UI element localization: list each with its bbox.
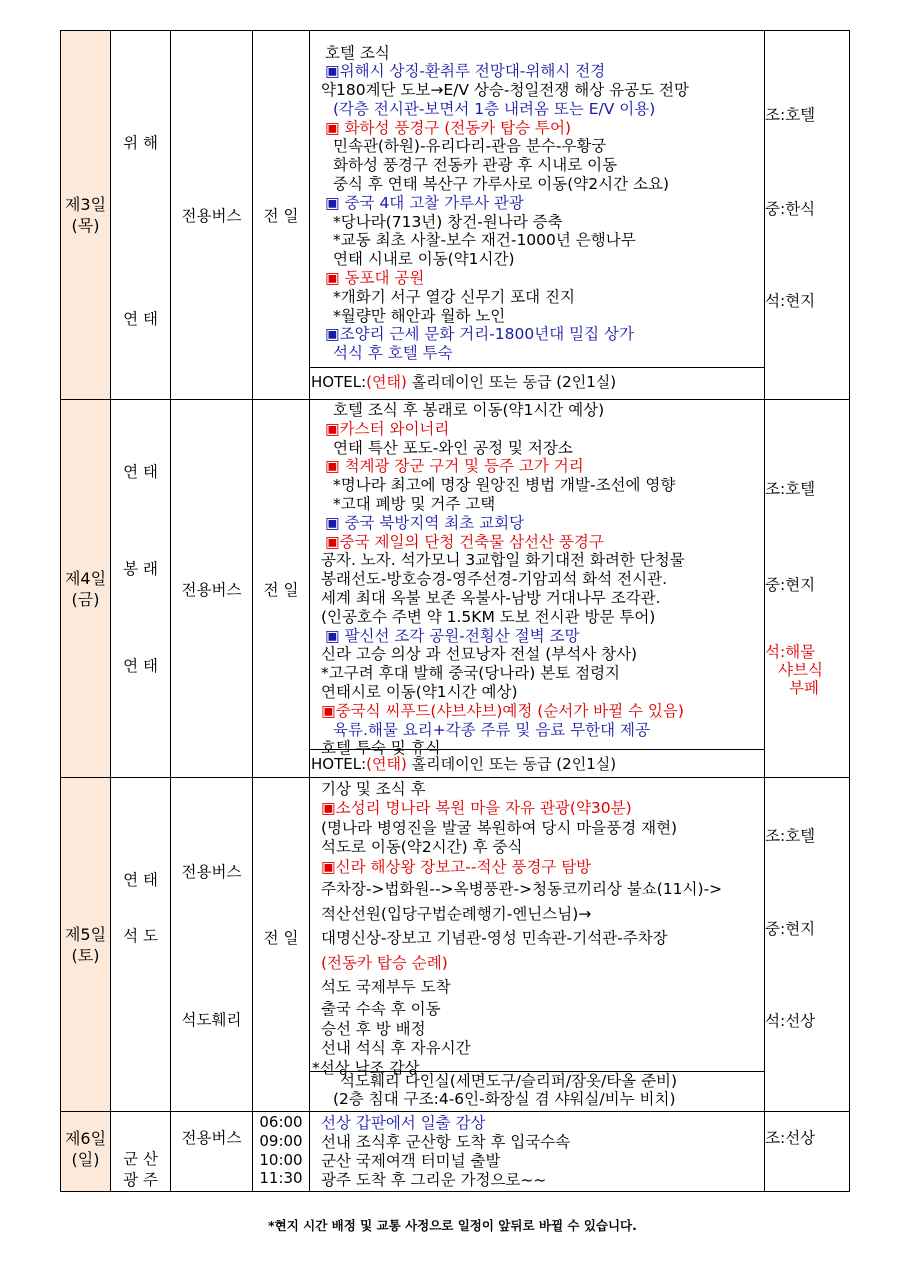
meal-item: 조:호텔	[765, 827, 816, 845]
time-cell	[253, 1112, 310, 1192]
schedule-line: 광주 도착 후 그리운 가정으로~~	[321, 1170, 547, 1189]
transport-label: 전용버스	[181, 580, 242, 599]
schedule-line: ▣ 중국 북방지역 최초 교회당	[325, 513, 525, 532]
schedule-line: ▣중국 제일의 단청 건축물 삼선산 풍경구	[325, 532, 604, 551]
day-cell	[61, 1112, 111, 1192]
schedule-line: 선내 석식 후 자유시간	[321, 1039, 471, 1058]
schedule-line: ▣신라 해상왕 장보고--적산 풍경구 탐방	[321, 857, 592, 876]
ferry-line: (2층 침대 구조:4-6인-화장실 겸 샤워실/비누 비치)	[333, 1090, 676, 1109]
schedule-line: 육류.해물 요리+각종 주류 및 음료 무한대 제공	[333, 720, 650, 739]
day-cell	[61, 400, 111, 778]
meal-item: 중:현지	[765, 575, 816, 594]
schedule-cell	[310, 31, 765, 400]
schedule-lines	[310, 400, 764, 758]
schedule-line: ▣카스터 와이너리	[325, 419, 450, 438]
city-cell	[111, 1112, 171, 1192]
time-cell	[253, 400, 310, 778]
meal-item: 조:호텔	[765, 479, 816, 498]
city-name: 광 주	[123, 1171, 158, 1189]
city-name: 위 해	[123, 134, 158, 152]
schedule-line: 연태 시내로 이동(약1시간)	[333, 250, 515, 269]
meal-item: 조:선상	[765, 1129, 816, 1147]
day-cell	[61, 778, 111, 1112]
time-slot: 09:00	[259, 1131, 303, 1150]
schedule-line: *개화기 서구 열강 신무기 포대 진지	[333, 287, 576, 306]
schedule-lines	[310, 36, 764, 367]
city-name: 연 태	[123, 310, 158, 328]
time-cell	[253, 778, 310, 1112]
schedule-line: *명나라 최고에 명장 원앙진 병법 개발-조선에 영향	[333, 476, 676, 495]
time-slot: 06:00	[259, 1113, 303, 1131]
schedule-line: 군산 국제여객 터미널 출발	[321, 1152, 501, 1170]
city-name: 연 태	[123, 871, 158, 889]
city-cell	[111, 778, 171, 1112]
meal-cell	[765, 1112, 850, 1192]
meal-item: 석:선상	[765, 1012, 816, 1030]
day-number: 제5일	[64, 924, 107, 944]
itinerary-table	[60, 30, 850, 1192]
schedule-line: 봉래선도-방호승경-영주선경-기암괴석 화석 전시관.	[321, 570, 667, 589]
schedule-line: 대명신상-장보고 기념관-영성 민속관-기석관-주차장	[321, 929, 668, 948]
schedule-line: 신라 고승 의상 과 선묘낭자 전설 (부석사 창사)	[321, 645, 638, 664]
schedule-line: 연태시로 이동(약1시간 예상)	[321, 682, 518, 701]
schedule-line: *고구려 후대 발해 중국(당나라) 본토 점령지	[321, 664, 621, 683]
city-name: 연 태	[123, 462, 158, 481]
schedule-line: 호텔 조식	[325, 43, 390, 62]
city-cell	[111, 400, 171, 778]
schedule-line: ▣ 척계광 장군 구거 및 등주 고가 거리	[325, 457, 584, 476]
meal-cell	[765, 31, 850, 400]
schedule-line: *월량만 해안과 월하 노인	[333, 306, 506, 325]
day-weekday: (일)	[71, 1150, 100, 1169]
transport-label: 전용버스	[181, 207, 242, 225]
schedule-line: *선상 낙조 감상	[312, 1058, 420, 1077]
schedule-line: 석도로 이동(약2시간) 후 중식	[321, 838, 523, 857]
day-number: 제6일	[64, 1129, 107, 1148]
meal-cell	[765, 778, 850, 1112]
schedule-line: ▣ 화하성 풍경구 (전동카 탑승 투어)	[325, 118, 572, 137]
day-cell	[61, 31, 111, 400]
transport-label: 전용버스	[181, 1129, 242, 1147]
schedule-line: *고대 폐방 및 거주 고택	[333, 494, 496, 513]
day-row	[61, 400, 850, 778]
schedule-line: ▣소성리 명나라 복원 마을 자유 관광(약30분)	[321, 799, 632, 818]
schedule-line: 호텔 조식 후 봉래로 이동(약1시간 예상)	[333, 401, 605, 419]
schedule-line: 주차장->법화원-->옥병풍관->청동코끼리상 불쇼(11시)->	[321, 880, 723, 899]
transport-cell	[171, 778, 253, 1112]
day-weekday: (금)	[71, 589, 100, 609]
meal-item: 샤브식	[778, 660, 823, 679]
schedule-line: (명나라 병영진을 발굴 복원하여 당시 마을풍경 재현)	[321, 818, 678, 837]
schedule-line: *당나라(713년) 창건-원나라 증축	[333, 212, 563, 231]
city-name: 봉 래	[123, 559, 158, 578]
ferry-label: 석도훼리	[181, 1011, 242, 1029]
city-name: 석 도	[123, 927, 158, 945]
schedule-line: 연태 특산 포도-와인 공정 및 저장소	[333, 438, 573, 457]
schedule-line: 공자. 노자. 석가모니 3교합일 화기대전 화려한 단청물	[321, 551, 685, 570]
schedule-line: 화하성 풍경구 전동카 관광 후 시내로 이동	[333, 156, 618, 175]
schedule-line: ▣중국식 씨푸드(샤브샤브)예정 (순서가 바뀔 수 있음)	[321, 701, 684, 720]
day-weekday: (목)	[71, 216, 100, 235]
schedule-line: 중식 후 연태 복산구 가루사로 이동(약2시간 소요)	[333, 175, 670, 194]
transport-cell	[171, 1112, 253, 1192]
schedule-line: ▣ 중국 4대 고찰 가루사 관광	[325, 193, 524, 212]
meal-item: 부페	[789, 678, 819, 697]
schedule-line: ▣ 동포대 공원	[325, 269, 425, 288]
time-label: 전 일	[263, 207, 299, 225]
hotel-city: (연태)	[366, 755, 407, 773]
meal-item: 조:호텔	[765, 106, 816, 124]
day-row	[61, 1112, 850, 1192]
schedule-line: 승선 후 방 배정	[321, 1019, 426, 1038]
transport-label: 전용버스	[181, 863, 242, 881]
meal-cell	[765, 400, 850, 778]
schedule-lines	[310, 1113, 764, 1189]
schedule-line: *교동 최초 사찰-보수 재건-1000년 은행나무	[333, 231, 636, 250]
footnote: *현지 시간 배정 및 교통 사정으로 일정이 앞뒤로 바뀔 수 있습니다.	[268, 1218, 637, 1233]
hotel-label: HOTEL:	[311, 372, 367, 391]
time-label: 전 일	[263, 580, 299, 599]
hotel-name: 홀리데이인 또는 동급 (2인1실)	[406, 372, 617, 391]
schedule-line: ▣ 팔신선 조각 공원-전횡산 절벽 조망	[325, 626, 580, 645]
hotel-label: HOTEL:	[311, 755, 367, 773]
schedule-lines	[310, 779, 764, 1077]
schedule-line: 출국 수속 후 이동	[321, 999, 441, 1018]
time-slot: 11:30	[259, 1169, 303, 1188]
schedule-line: (인공호수 주변 약 1.5KM 도보 전시관 방문 투어)	[321, 607, 656, 626]
schedule-line: (전동카 탑승 순례)	[321, 953, 448, 972]
hotel-info	[310, 367, 764, 395]
hotel-name: 홀리데이인 또는 동급 (2인1실)	[406, 755, 617, 773]
city-name: 군 산	[123, 1150, 158, 1168]
schedule-line: ▣조양리 근세 문화 거리-1800년대 밀집 상가	[325, 325, 634, 344]
schedule-line: 석식 후 호텔 투숙	[333, 344, 453, 363]
city-cell	[111, 31, 171, 400]
day-number: 제4일	[64, 568, 107, 588]
time-cell	[253, 31, 310, 400]
time-slot: 10:00	[259, 1150, 303, 1169]
schedule-line: (각층 전시관-보면서 1층 내려옴 또는 E/V 이용)	[333, 99, 656, 118]
city-name: 연 태	[123, 656, 158, 675]
schedule-line: 민속관(하원)-유리다리-관음 분수-우황궁	[333, 137, 607, 156]
day-row	[61, 31, 850, 400]
schedule-line: 약180계단 도보→E/V 상승-청일전쟁 해상 유공도 전망	[321, 81, 689, 100]
schedule-line: 선내 조식후 군산항 도착 후 입국수속	[321, 1133, 571, 1152]
day-weekday: (토)	[71, 945, 100, 965]
schedule-line: 선상 갑판에서 일출 감상	[321, 1114, 486, 1133]
schedule-line: 적산선원(입당구법순례행기-엔닌스님)→	[321, 904, 592, 923]
transport-cell	[171, 31, 253, 400]
schedule-line: 호텔 투숙 및 휴식	[321, 739, 441, 758]
schedule-line: 세계 최대 옥불 보존 옥불사-남방 거대나무 조각관.	[321, 588, 661, 607]
hotel-info	[310, 749, 764, 777]
schedule-cell	[310, 400, 765, 778]
schedule-line: ▣위해시 상징-환취루 전망대-위해시 전경	[325, 62, 606, 81]
time-label: 전 일	[263, 929, 299, 947]
meal-item: 석:해물	[765, 642, 816, 661]
day-number: 제3일	[64, 195, 107, 214]
ferry-info	[310, 1071, 764, 1111]
schedule-cell	[310, 1112, 765, 1192]
hotel-city: (연태)	[366, 372, 407, 391]
transport-cell	[171, 400, 253, 778]
meal-item: 석:현지	[765, 292, 816, 310]
ferry-line: 석도훼리 다인실(세면도구/슬리퍼/잠옷/타올 준비)	[340, 1071, 678, 1090]
day-row	[61, 778, 850, 1112]
meal-item: 중:현지	[765, 920, 816, 938]
schedule-line: 기상 및 조식 후	[321, 779, 426, 798]
meal-item: 중:한식	[765, 200, 816, 218]
schedule-line: 석도 국제부두 도착	[321, 978, 451, 997]
schedule-cell	[310, 778, 765, 1112]
